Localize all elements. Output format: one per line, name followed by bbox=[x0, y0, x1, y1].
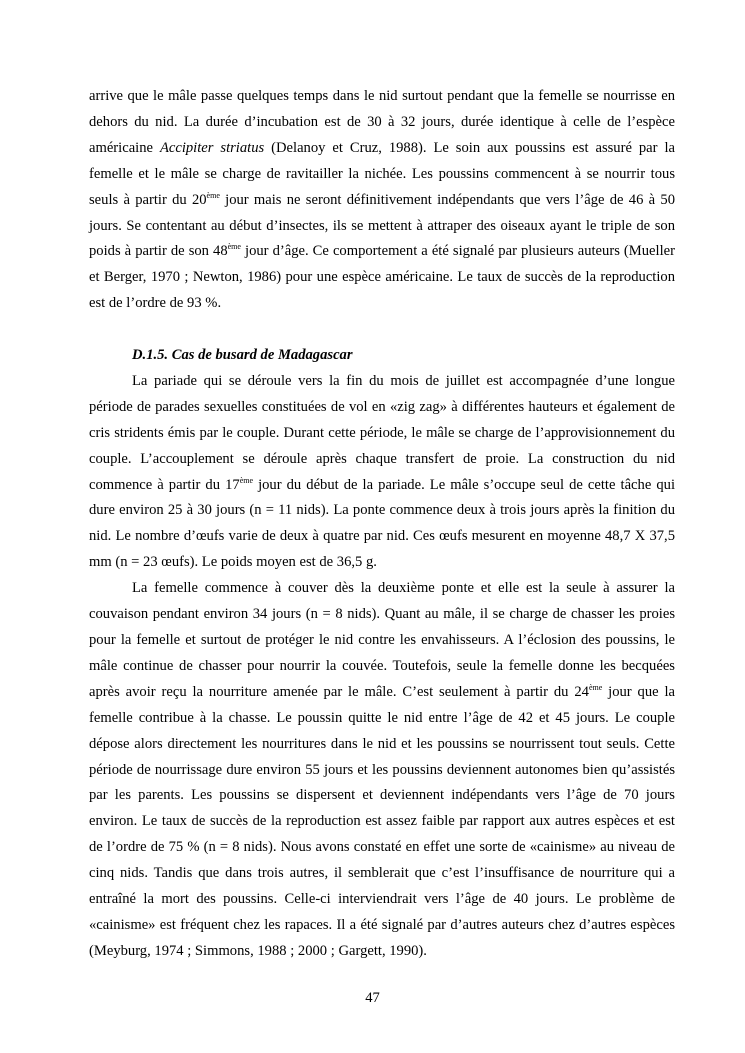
paragraph-incubation bbox=[89, 84, 675, 317]
ordinal-suffix: ème bbox=[239, 475, 254, 485]
text-segment: La femelle commence à couver dès la deuxième ponte et elle est la seule à assurer la couvaison pendant environ 34 jours (n = 8 nids). Quant au mâle, il se charge de chasser les proies pour la femelle et surtout de protéger le nid contre les envahisseurs. A l’éclosion des poussins, le mâle continue de chasser pour nourrir la couvée. Toutefois, seule la femelle donne les becquées après avoir reçu la nourriture amenée par le mâle. C’est seulement à partir du 24 bbox=[89, 580, 675, 700]
page-number: 47 bbox=[365, 990, 380, 1006]
ordinal-suffix: ème bbox=[588, 682, 603, 692]
text-segment: jour d’âge. Ce comportement a été signalé par plusieurs auteurs (Mueller et Berger, 1970 ; Newton, 1986) pour une espèce américaine. Le taux de succès de la reproduction est de l’ordre de 93 %. bbox=[89, 243, 675, 312]
text-segment: (Delanoy et Cruz, 1988). Le soin aux poussins est assuré par la femelle et le mâle se charge de ravitailler la nichée. Les poussins commencent à se nourrir tous seuls à partir du 20 bbox=[89, 139, 675, 208]
text-segment: jour mais ne seront définitivement indépendants que vers l’âge de 46 à 50 jours. Se contentant au début d’insectes, ils se mettent à attraper des oiseaux ayant le triple de son poids à partir de son 48 bbox=[89, 191, 675, 260]
paragraph-pariade bbox=[89, 369, 675, 576]
paragraph-couvaison bbox=[89, 576, 675, 965]
text-segment: jour du début de la pariade. Le mâle s’occupe seul de cette tâche qui dure environ 25 à 30 jours (n = 11 nids). La ponte commence deux à trois jours après la finition du nid. Le nombre d’œufs varie de deux à quatre par nid. Ces œufs mesurent en moyenne 48,7 X 37,5 mm (n = 23 œufs). Le poids moyen est de 36,5 g. bbox=[89, 476, 675, 571]
paragraph-spacer bbox=[89, 317, 675, 343]
ordinal-suffix: ème bbox=[206, 190, 220, 200]
species-name: Accipiter striatus bbox=[159, 139, 265, 156]
text-segment: La pariade qui se déroule vers la fin du mois de juillet est accompagnée d’une longue période de parades sexuelles constituées de vol en «zig zag» à différentes hauteurs et également de cris stridents émis par le couple. Durant cette période, le mâle se charge de l’approvisionnement du couple. L’accouplement se déroule après chaque transfert de proie. La construction du nid commence à partir du 17 bbox=[89, 372, 675, 493]
document-body bbox=[89, 84, 675, 965]
section-heading: D.1.5. Cas de busard de Madagascar bbox=[132, 347, 353, 364]
ordinal-suffix: ème bbox=[227, 242, 241, 252]
text-segment: jour que la femelle contribue à la chasse. Le poussin quitte le nid entre l’âge de 42 et 45 jours. Le couple dépose alors directement les nourritures dans le nid et les poussins se nourrissent tout seuls. Cette période de nourrissage dure environ 55 jours et les poussins deviennent autonomes bien qu’assistés par les parents. Les poussins se dispersent et deviennent indépendants vers l’âge de 70 jours environ. Le taux de succès de la reproduction est assez faible par rapport aux autres espèces et est de l’ordre de 75 % (n = 8 nids). Nous avons constaté en effet une sorte de «cainisme» au niveau de cinq nids. Tandis que dans trois autres, il semblerait que c’est l’insuffisance de nourriture qui a entraîné la mort des poussins. Celle-ci interviendrait vers l’âge de 40 jours. Le problème de «cainisme» est fréquent chez les rapaces. Il a été signalé par d’autres auteurs chez d’autres espèces (Meyburg, 1974 ; Simmons, 1988 ; 2000 ; Gargett, 1990). bbox=[89, 683, 676, 959]
text-segment: arrive que le mâle passe quelques temps dans le nid surtout pendant que la femelle se nourrisse en dehors du nid. La durée d’incubation est de 30 à 32 jours, durée identique à celle de l’espèce américaine bbox=[89, 88, 675, 156]
